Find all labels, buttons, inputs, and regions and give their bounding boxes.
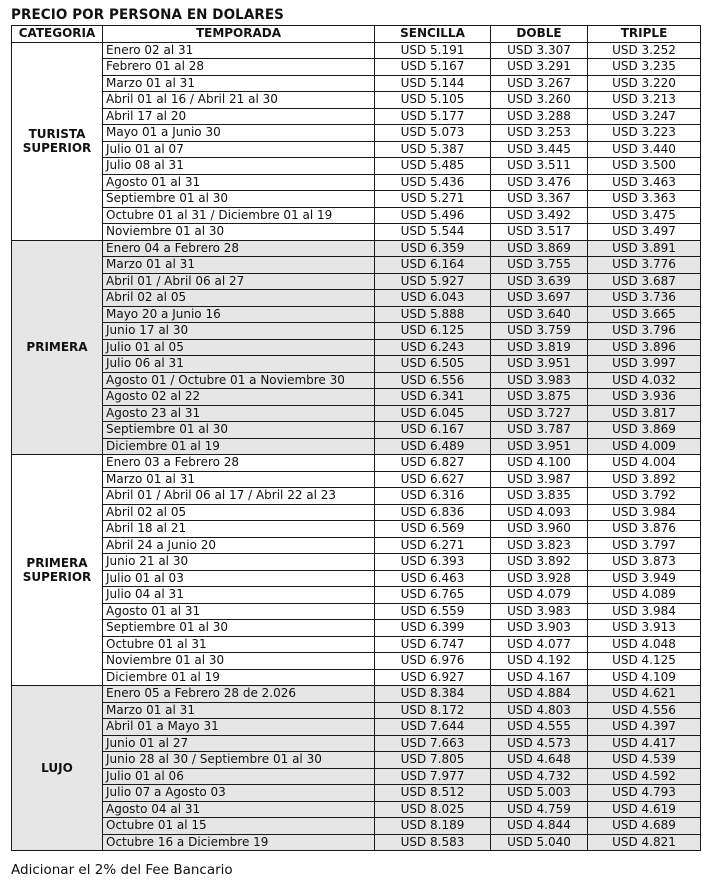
sencilla-price-cell: USD 6.836: [375, 504, 491, 521]
page-title: PRECIO POR PERSONA EN DOLARES: [11, 7, 284, 23]
doble-price-cell: USD 4.077: [491, 636, 588, 653]
doble-price-cell: USD 3.787: [491, 422, 588, 439]
season-cell: Junio 21 al 30: [103, 554, 375, 571]
sencilla-price-cell: USD 6.747: [375, 636, 491, 653]
sencilla-price-cell: USD 6.927: [375, 669, 491, 686]
sencilla-price-cell: USD 6.976: [375, 653, 491, 670]
season-cell: Agosto 23 al 31: [103, 405, 375, 422]
table-row: [12, 735, 701, 752]
season-cell: Enero 03 a Febrero 28: [103, 455, 375, 472]
season-cell: Julio 01 al 03: [103, 570, 375, 587]
triple-price-cell: USD 3.220: [588, 75, 701, 92]
table-row: [12, 141, 701, 158]
triple-price-cell: USD 4.793: [588, 785, 701, 802]
sencilla-price-cell: USD 6.045: [375, 405, 491, 422]
triple-price-cell: USD 3.500: [588, 158, 701, 175]
season-cell: Abril 18 al 21: [103, 521, 375, 538]
sencilla-price-cell: USD 5.544: [375, 224, 491, 241]
header-triple: TRIPLE: [588, 26, 701, 43]
table-row: [12, 290, 701, 307]
sencilla-price-cell: USD 7.663: [375, 735, 491, 752]
sencilla-price-cell: USD 5.105: [375, 92, 491, 109]
table-row: [12, 785, 701, 802]
season-cell: Marzo 01 al 31: [103, 702, 375, 719]
table-row: [12, 570, 701, 587]
category-cell: PRIMERA SUPERIOR: [12, 455, 103, 686]
triple-price-cell: USD 3.997: [588, 356, 701, 373]
season-cell: Septiembre 01 al 30: [103, 191, 375, 208]
season-cell: Julio 07 a Agosto 03: [103, 785, 375, 802]
season-cell: Octubre 01 al 15: [103, 818, 375, 835]
season-cell: Marzo 01 al 31: [103, 471, 375, 488]
triple-price-cell: USD 3.873: [588, 554, 701, 571]
table-row: [12, 92, 701, 109]
doble-price-cell: USD 4.100: [491, 455, 588, 472]
season-cell: Abril 17 al 20: [103, 108, 375, 125]
doble-price-cell: USD 5.040: [491, 834, 588, 851]
triple-price-cell: USD 3.913: [588, 620, 701, 637]
sencilla-price-cell: USD 8.583: [375, 834, 491, 851]
triple-price-cell: USD 4.417: [588, 735, 701, 752]
triple-price-cell: USD 3.440: [588, 141, 701, 158]
table-row: [12, 521, 701, 538]
season-cell: Septiembre 01 al 30: [103, 620, 375, 637]
triple-price-cell: USD 3.796: [588, 323, 701, 340]
table-row: [12, 59, 701, 76]
triple-price-cell: USD 3.776: [588, 257, 701, 274]
sencilla-price-cell: USD 6.765: [375, 587, 491, 604]
season-cell: Octubre 16 a Diciembre 19: [103, 834, 375, 851]
triple-price-cell: USD 3.797: [588, 537, 701, 554]
table-row: [12, 405, 701, 422]
doble-price-cell: USD 3.755: [491, 257, 588, 274]
table-row: [12, 818, 701, 835]
table-row: [12, 768, 701, 785]
triple-price-cell: USD 3.876: [588, 521, 701, 538]
doble-price-cell: USD 4.884: [491, 686, 588, 703]
sencilla-price-cell: USD 6.827: [375, 455, 491, 472]
table-row: [12, 372, 701, 389]
sencilla-price-cell: USD 5.191: [375, 42, 491, 59]
table-row: [12, 389, 701, 406]
triple-price-cell: USD 4.539: [588, 752, 701, 769]
season-cell: Mayo 20 a Junio 16: [103, 306, 375, 323]
triple-price-cell: USD 4.009: [588, 438, 701, 455]
season-cell: Octubre 01 al 31 / Diciembre 01 al 19: [103, 207, 375, 224]
season-cell: Julio 01 al 07: [103, 141, 375, 158]
doble-price-cell: USD 4.648: [491, 752, 588, 769]
doble-price-cell: USD 3.983: [491, 603, 588, 620]
doble-price-cell: USD 4.167: [491, 669, 588, 686]
table-row: [12, 603, 701, 620]
sencilla-price-cell: USD 8.172: [375, 702, 491, 719]
price-table: [11, 25, 701, 851]
triple-price-cell: USD 3.475: [588, 207, 701, 224]
season-cell: Abril 02 al 05: [103, 290, 375, 307]
header-categoria: CATEGORIA: [12, 26, 103, 43]
table-row: [12, 174, 701, 191]
season-cell: Enero 04 a Febrero 28: [103, 240, 375, 257]
table-row: [12, 158, 701, 175]
triple-price-cell: USD 3.984: [588, 603, 701, 620]
doble-price-cell: USD 3.288: [491, 108, 588, 125]
doble-price-cell: USD 3.951: [491, 438, 588, 455]
table-row: [12, 504, 701, 521]
season-cell: Julio 01 al 06: [103, 768, 375, 785]
triple-price-cell: USD 3.949: [588, 570, 701, 587]
season-cell: Abril 01 a Mayo 31: [103, 719, 375, 736]
doble-price-cell: USD 4.079: [491, 587, 588, 604]
category-cell: LUJO: [12, 686, 103, 851]
season-cell: Agosto 04 al 31: [103, 801, 375, 818]
sencilla-price-cell: USD 6.125: [375, 323, 491, 340]
sencilla-price-cell: USD 6.559: [375, 603, 491, 620]
table-row: [12, 207, 701, 224]
sencilla-price-cell: USD 5.436: [375, 174, 491, 191]
doble-price-cell: USD 3.639: [491, 273, 588, 290]
doble-price-cell: USD 3.260: [491, 92, 588, 109]
doble-price-cell: USD 3.307: [491, 42, 588, 59]
sencilla-price-cell: USD 5.073: [375, 125, 491, 142]
triple-price-cell: USD 3.363: [588, 191, 701, 208]
season-cell: Abril 02 al 05: [103, 504, 375, 521]
sencilla-price-cell: USD 6.341: [375, 389, 491, 406]
table-row: [12, 422, 701, 439]
sencilla-price-cell: USD 5.888: [375, 306, 491, 323]
doble-price-cell: USD 4.732: [491, 768, 588, 785]
table-row: [12, 75, 701, 92]
sencilla-price-cell: USD 6.569: [375, 521, 491, 538]
doble-price-cell: USD 3.517: [491, 224, 588, 241]
season-cell: Julio 06 al 31: [103, 356, 375, 373]
doble-price-cell: USD 3.903: [491, 620, 588, 637]
sencilla-price-cell: USD 6.489: [375, 438, 491, 455]
category-cell: TURISTA SUPERIOR: [12, 42, 103, 240]
doble-price-cell: USD 3.291: [491, 59, 588, 76]
season-cell: Noviembre 01 al 30: [103, 224, 375, 241]
season-cell: Julio 08 al 31: [103, 158, 375, 175]
triple-price-cell: USD 4.556: [588, 702, 701, 719]
doble-price-cell: USD 3.445: [491, 141, 588, 158]
doble-price-cell: USD 4.573: [491, 735, 588, 752]
doble-price-cell: USD 3.869: [491, 240, 588, 257]
triple-price-cell: USD 3.936: [588, 389, 701, 406]
table-row: [12, 438, 701, 455]
doble-price-cell: USD 3.951: [491, 356, 588, 373]
doble-price-cell: USD 3.983: [491, 372, 588, 389]
category-cell: PRIMERA: [12, 240, 103, 455]
table-row: [12, 537, 701, 554]
sencilla-price-cell: USD 7.977: [375, 768, 491, 785]
table-body: [12, 42, 701, 851]
triple-price-cell: USD 3.247: [588, 108, 701, 125]
sencilla-price-cell: USD 7.644: [375, 719, 491, 736]
sencilla-price-cell: USD 6.399: [375, 620, 491, 637]
triple-price-cell: USD 4.032: [588, 372, 701, 389]
doble-price-cell: USD 3.267: [491, 75, 588, 92]
doble-price-cell: USD 3.492: [491, 207, 588, 224]
triple-price-cell: USD 3.869: [588, 422, 701, 439]
triple-price-cell: USD 4.397: [588, 719, 701, 736]
season-cell: Marzo 01 al 31: [103, 75, 375, 92]
season-cell: Julio 04 al 31: [103, 587, 375, 604]
doble-price-cell: USD 3.987: [491, 471, 588, 488]
triple-price-cell: USD 4.621: [588, 686, 701, 703]
table-row: [12, 356, 701, 373]
season-cell: Enero 02 al 31: [103, 42, 375, 59]
table-row: [12, 554, 701, 571]
triple-price-cell: USD 3.984: [588, 504, 701, 521]
season-cell: Octubre 01 al 31: [103, 636, 375, 653]
table-row: [12, 42, 701, 59]
table-row: [12, 224, 701, 241]
doble-price-cell: USD 3.875: [491, 389, 588, 406]
doble-price-cell: USD 4.844: [491, 818, 588, 835]
table-row: [12, 191, 701, 208]
triple-price-cell: USD 3.213: [588, 92, 701, 109]
season-cell: Agosto 02 al 22: [103, 389, 375, 406]
sencilla-price-cell: USD 5.144: [375, 75, 491, 92]
sencilla-price-cell: USD 5.485: [375, 158, 491, 175]
doble-price-cell: USD 4.555: [491, 719, 588, 736]
season-cell: Marzo 01 al 31: [103, 257, 375, 274]
triple-price-cell: USD 3.891: [588, 240, 701, 257]
doble-price-cell: USD 3.928: [491, 570, 588, 587]
table-row: [12, 455, 701, 472]
table-row: [12, 240, 701, 257]
triple-price-cell: USD 4.689: [588, 818, 701, 835]
table-row: [12, 323, 701, 340]
triple-price-cell: USD 4.048: [588, 636, 701, 653]
triple-price-cell: USD 3.463: [588, 174, 701, 191]
table-header: [12, 26, 701, 43]
sencilla-price-cell: USD 6.167: [375, 422, 491, 439]
sencilla-price-cell: USD 8.189: [375, 818, 491, 835]
season-cell: Febrero 01 al 28: [103, 59, 375, 76]
triple-price-cell: USD 4.089: [588, 587, 701, 604]
season-cell: Junio 01 al 27: [103, 735, 375, 752]
doble-price-cell: USD 3.697: [491, 290, 588, 307]
doble-price-cell: USD 5.003: [491, 785, 588, 802]
doble-price-cell: USD 3.823: [491, 537, 588, 554]
sencilla-price-cell: USD 5.387: [375, 141, 491, 158]
triple-price-cell: USD 4.125: [588, 653, 701, 670]
header-doble: DOBLE: [491, 26, 588, 43]
sencilla-price-cell: USD 6.627: [375, 471, 491, 488]
table-row: [12, 834, 701, 851]
triple-price-cell: USD 4.109: [588, 669, 701, 686]
header-sencilla: SENCILLA: [375, 26, 491, 43]
sencilla-price-cell: USD 6.043: [375, 290, 491, 307]
triple-price-cell: USD 3.235: [588, 59, 701, 76]
triple-price-cell: USD 3.223: [588, 125, 701, 142]
doble-price-cell: USD 4.759: [491, 801, 588, 818]
header-row: [12, 26, 701, 43]
triple-price-cell: USD 3.817: [588, 405, 701, 422]
doble-price-cell: USD 3.511: [491, 158, 588, 175]
doble-price-cell: USD 4.093: [491, 504, 588, 521]
season-cell: Junio 17 al 30: [103, 323, 375, 340]
doble-price-cell: USD 3.727: [491, 405, 588, 422]
table-row: [12, 636, 701, 653]
doble-price-cell: USD 3.960: [491, 521, 588, 538]
triple-price-cell: USD 3.252: [588, 42, 701, 59]
triple-price-cell: USD 4.592: [588, 768, 701, 785]
triple-price-cell: USD 3.896: [588, 339, 701, 356]
doble-price-cell: USD 3.640: [491, 306, 588, 323]
season-cell: Mayo 01 a Junio 30: [103, 125, 375, 142]
triple-price-cell: USD 3.736: [588, 290, 701, 307]
table-row: [12, 752, 701, 769]
season-cell: Abril 01 al 16 / Abril 21 al 30: [103, 92, 375, 109]
table-row: [12, 339, 701, 356]
table-row: [12, 719, 701, 736]
triple-price-cell: USD 3.687: [588, 273, 701, 290]
doble-price-cell: USD 4.803: [491, 702, 588, 719]
doble-price-cell: USD 4.192: [491, 653, 588, 670]
season-cell: Abril 01 / Abril 06 al 17 / Abril 22 al 23: [103, 488, 375, 505]
doble-price-cell: USD 3.367: [491, 191, 588, 208]
season-cell: Agosto 01 al 31: [103, 603, 375, 620]
table-row: [12, 471, 701, 488]
table-row: [12, 686, 701, 703]
table-row: [12, 273, 701, 290]
table-row: [12, 306, 701, 323]
season-cell: Julio 01 al 05: [103, 339, 375, 356]
sencilla-price-cell: USD 6.463: [375, 570, 491, 587]
triple-price-cell: USD 4.004: [588, 455, 701, 472]
sencilla-price-cell: USD 6.556: [375, 372, 491, 389]
table-row: [12, 257, 701, 274]
triple-price-cell: USD 3.792: [588, 488, 701, 505]
season-cell: Diciembre 01 al 19: [103, 438, 375, 455]
table-row: [12, 702, 701, 719]
table-row: [12, 653, 701, 670]
table-row: [12, 669, 701, 686]
sencilla-price-cell: USD 6.271: [375, 537, 491, 554]
season-cell: Septiembre 01 al 30: [103, 422, 375, 439]
doble-price-cell: USD 3.476: [491, 174, 588, 191]
table-row: [12, 488, 701, 505]
table-row: [12, 620, 701, 637]
season-cell: Agosto 01 / Octubre 01 a Noviembre 30: [103, 372, 375, 389]
triple-price-cell: USD 4.619: [588, 801, 701, 818]
header-temporada: TEMPORADA: [103, 26, 375, 43]
table-row: [12, 587, 701, 604]
table-row: [12, 801, 701, 818]
triple-price-cell: USD 4.821: [588, 834, 701, 851]
sencilla-price-cell: USD 7.805: [375, 752, 491, 769]
sencilla-price-cell: USD 6.505: [375, 356, 491, 373]
season-cell: Junio 28 al 30 / Septiembre 01 al 30: [103, 752, 375, 769]
sencilla-price-cell: USD 6.359: [375, 240, 491, 257]
season-cell: Abril 24 a Junio 20: [103, 537, 375, 554]
triple-price-cell: USD 3.665: [588, 306, 701, 323]
doble-price-cell: USD 3.892: [491, 554, 588, 571]
sencilla-price-cell: USD 5.177: [375, 108, 491, 125]
season-cell: Noviembre 01 al 30: [103, 653, 375, 670]
season-cell: Agosto 01 al 31: [103, 174, 375, 191]
season-cell: Diciembre 01 al 19: [103, 669, 375, 686]
season-cell: Abril 01 / Abril 06 al 27: [103, 273, 375, 290]
sencilla-price-cell: USD 8.025: [375, 801, 491, 818]
season-cell: Enero 05 a Febrero 28 de 2.026: [103, 686, 375, 703]
doble-price-cell: USD 3.835: [491, 488, 588, 505]
sencilla-price-cell: USD 6.393: [375, 554, 491, 571]
sencilla-price-cell: USD 6.164: [375, 257, 491, 274]
sencilla-price-cell: USD 6.243: [375, 339, 491, 356]
triple-price-cell: USD 3.892: [588, 471, 701, 488]
doble-price-cell: USD 3.759: [491, 323, 588, 340]
table-row: [12, 108, 701, 125]
doble-price-cell: USD 3.819: [491, 339, 588, 356]
sencilla-price-cell: USD 5.271: [375, 191, 491, 208]
sencilla-price-cell: USD 5.927: [375, 273, 491, 290]
sencilla-price-cell: USD 8.384: [375, 686, 491, 703]
sencilla-price-cell: USD 8.512: [375, 785, 491, 802]
footnote: Adicionar el 2% del Fee Bancario: [11, 862, 233, 878]
triple-price-cell: USD 3.497: [588, 224, 701, 241]
table-row: [12, 125, 701, 142]
sencilla-price-cell: USD 6.316: [375, 488, 491, 505]
sencilla-price-cell: USD 5.167: [375, 59, 491, 76]
doble-price-cell: USD 3.253: [491, 125, 588, 142]
sencilla-price-cell: USD 5.496: [375, 207, 491, 224]
